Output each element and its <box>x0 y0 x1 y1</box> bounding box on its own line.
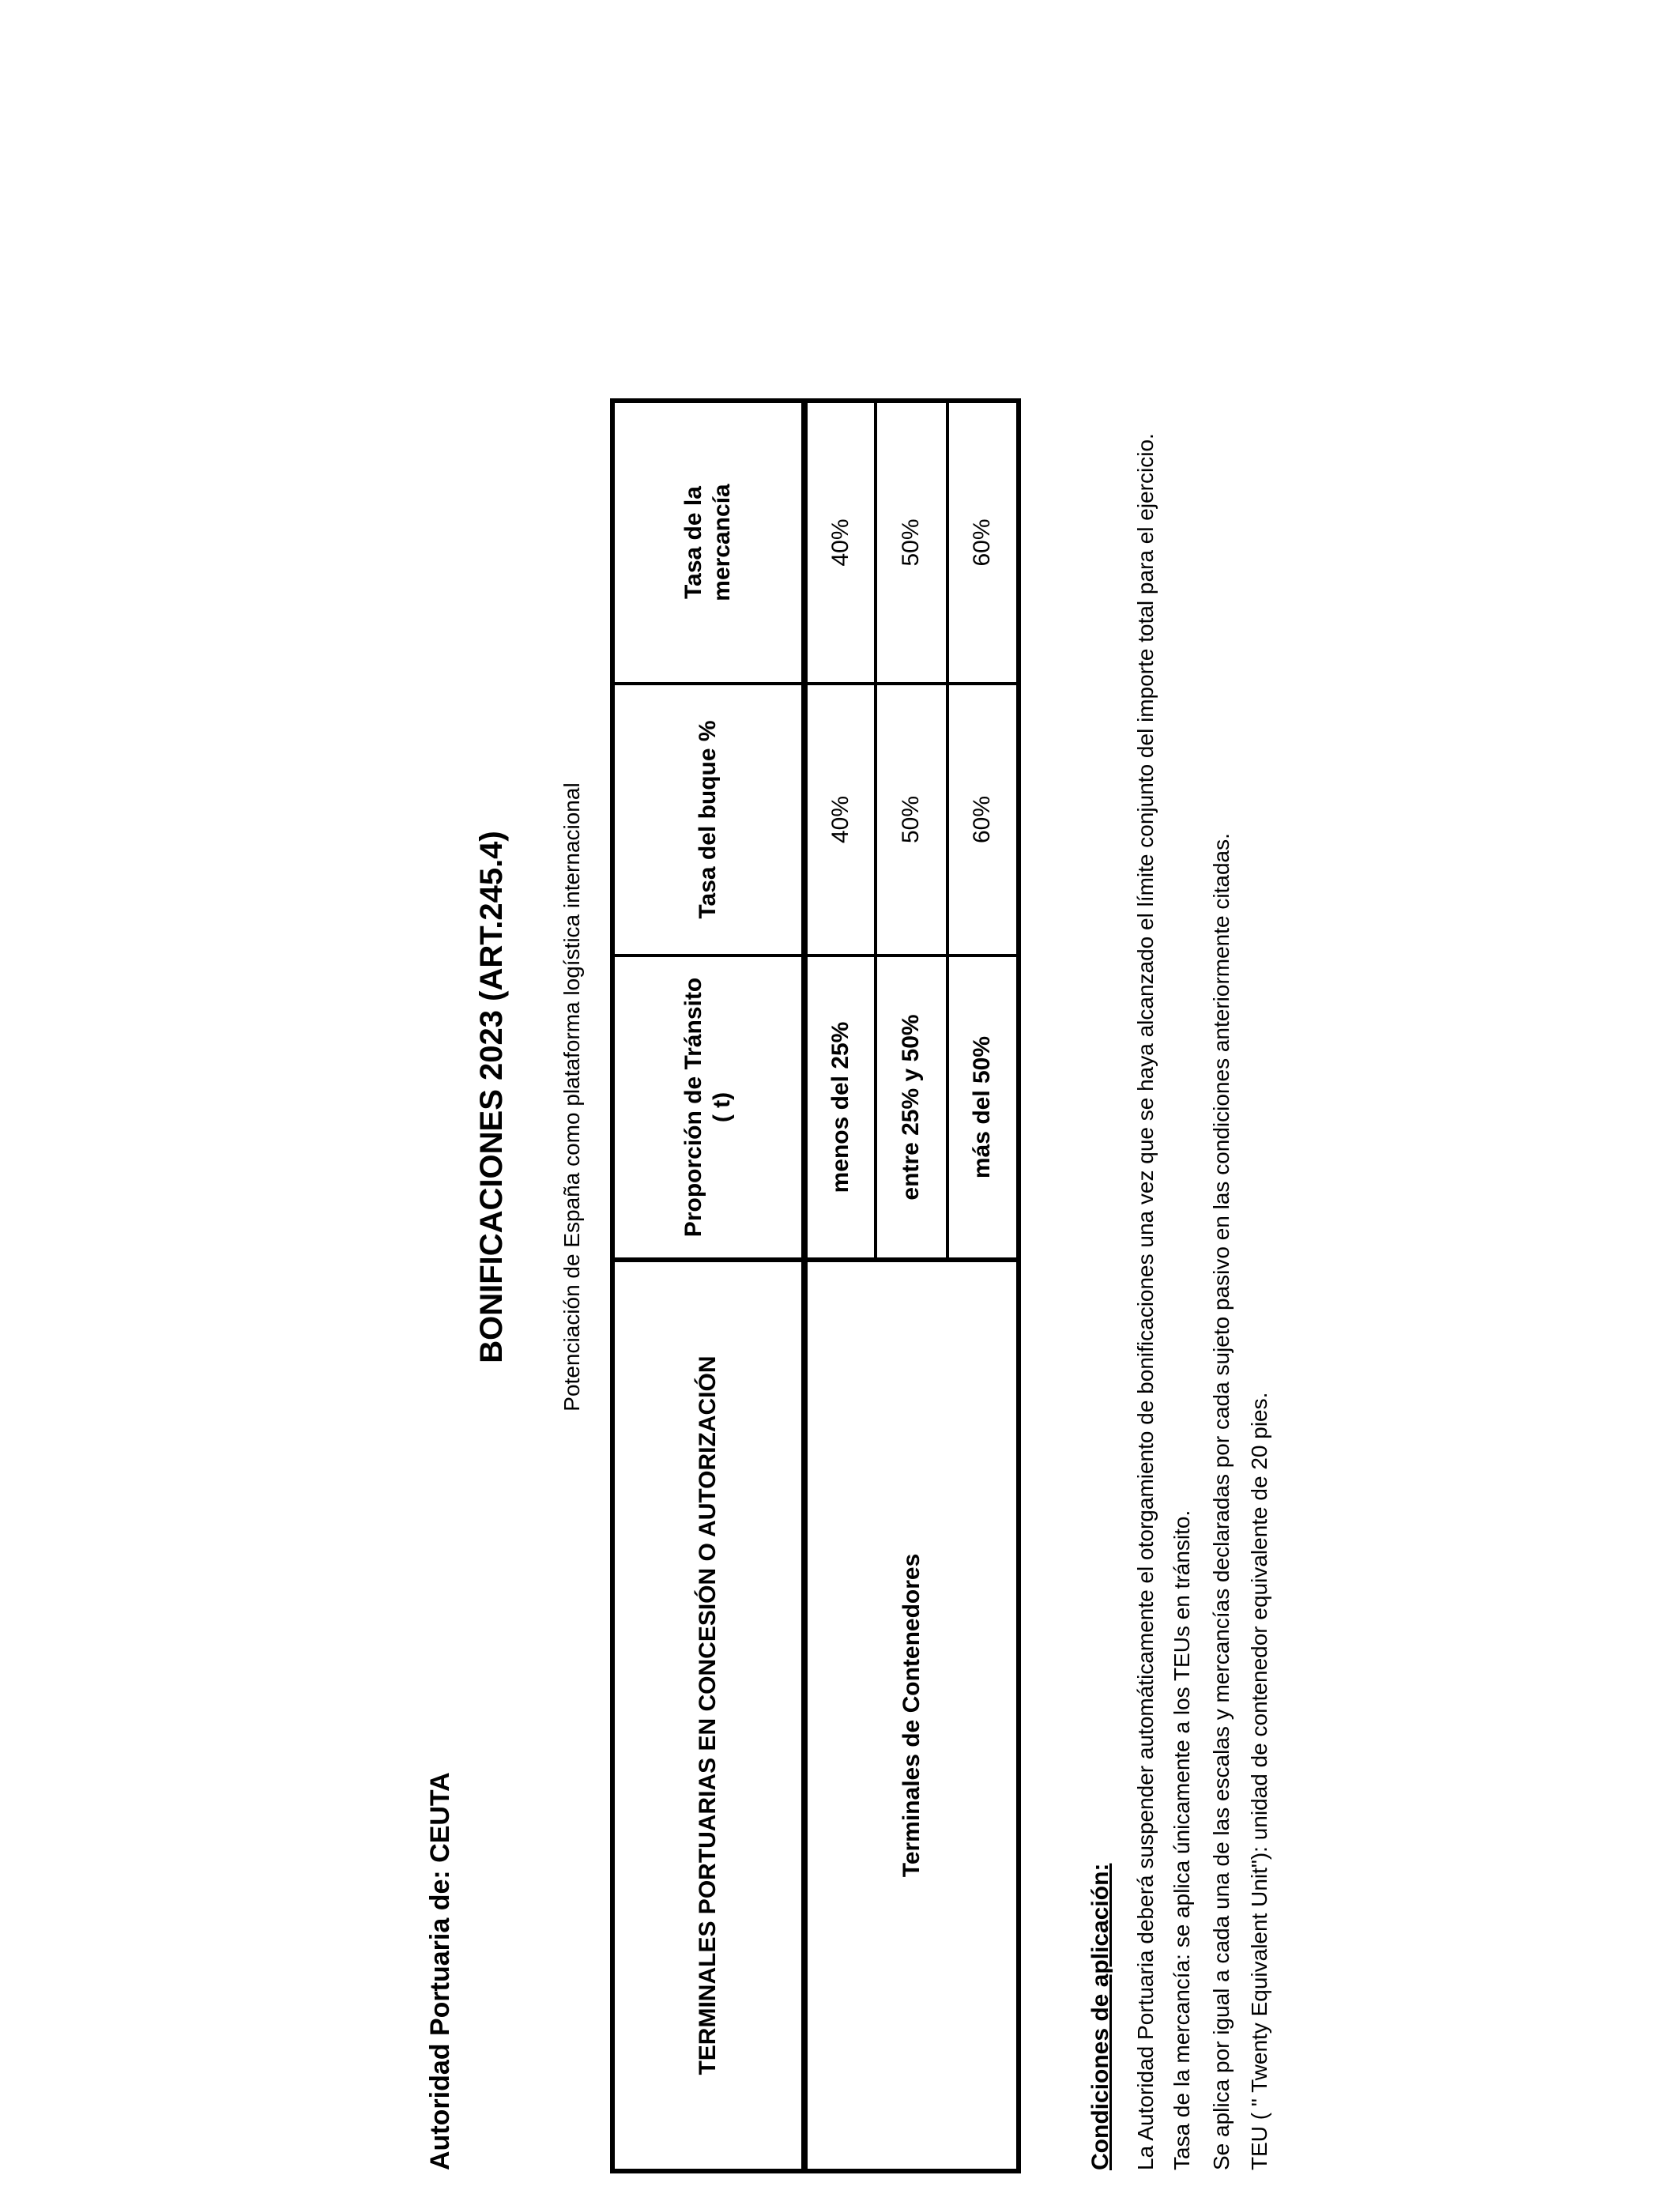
goods-rate-cell: 50% <box>876 401 947 684</box>
port-authority-name: Autoridad Portuaria de: CEUTA <box>425 1772 455 2170</box>
vessel-rate-cell: 40% <box>804 684 876 956</box>
page-subtitle: Potenciación de España como plataforma logística internacional <box>559 782 584 1412</box>
header-proportion-line2: ( t) <box>708 1091 735 1123</box>
header-goods-line2: mercancía <box>708 484 735 601</box>
bonus-table <box>610 398 1021 2173</box>
proportion-cell: entre 25% y 50% <box>876 956 947 1260</box>
header-goods-line1: Tasa de la <box>680 486 706 599</box>
proportion-cell: menos del 25% <box>804 956 876 1260</box>
header-goods-rate <box>612 401 804 684</box>
goods-rate-cell: 40% <box>804 401 876 684</box>
condition-line: Se aplica por igual a cada una de las escalas y mercancías declaradas por cada sujeto pasivo en las condiciones anteriormente citadas. <box>1209 833 1234 2170</box>
header-vessel-rate: Tasa del buque % <box>612 684 804 956</box>
condition-line: Tasa de la mercancía: se aplica únicamente a los TEUs en tránsito. <box>1170 1510 1194 2170</box>
goods-rate-cell: 60% <box>969 518 996 567</box>
vessel-rate-cell: 50% <box>876 684 947 956</box>
table-row <box>804 401 876 2171</box>
page-title: BONIFICACIONES 2023 (ART.245.4) <box>474 831 509 1363</box>
vessel-rate-cell: 60% <box>947 684 1019 956</box>
header-proportion-line1: Proporción de Tránsito <box>680 977 706 1238</box>
header-terminal: TERMINALES PORTUARIAS EN CONCESIÓN O AUTORIZACIÓN <box>612 1260 804 2171</box>
terminal-name: Terminales de Contenedores <box>804 1260 1019 2171</box>
proportion-cell: más del 50% <box>947 956 1019 1260</box>
header-proportion <box>612 956 804 1260</box>
conditions-title: Condiciones de aplicación: <box>1087 1863 1113 2170</box>
table-header-row <box>612 401 804 2171</box>
condition-line: La Autoridad Portuaria deberá suspender automáticamente el otorgamiento de bonificaciones una vez que se haya alcanzado el límite conjunto del importe total para el ejercicio. <box>1133 433 1158 2170</box>
condition-line: TEU ( " Twenty Equivalent Unit"): unidad de contenedor equivalente de 20 pies. <box>1247 1392 1271 2170</box>
